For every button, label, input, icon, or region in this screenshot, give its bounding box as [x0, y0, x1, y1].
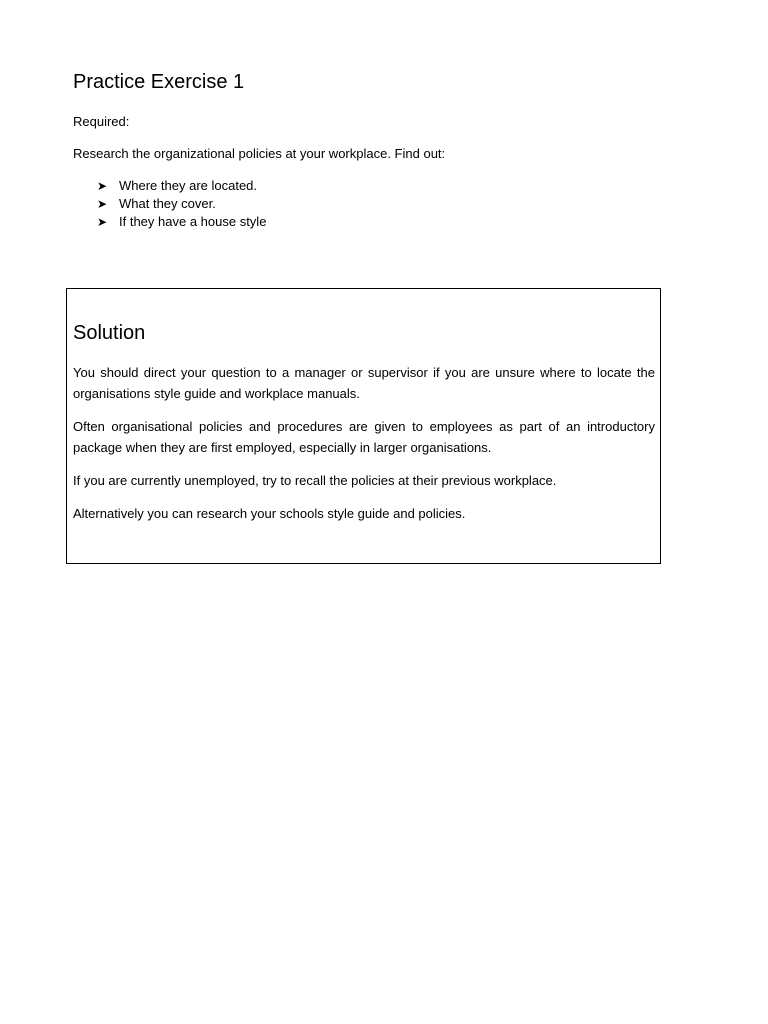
exercise-bullet-list — [97, 177, 266, 231]
solution-box — [66, 288, 661, 564]
exercise-title: Practice Exercise 1 — [73, 71, 245, 93]
arrowhead-bullet-icon: ➤ — [97, 179, 108, 193]
solution-paragraph: If you are currently unemployed, try to recall the policies at their previous workplace. — [73, 473, 557, 488]
solution-heading: Solution — [73, 322, 146, 344]
arrowhead-bullet-icon: ➤ — [97, 197, 108, 211]
bullet-text: If they have a house style — [119, 214, 267, 229]
list-item — [97, 195, 266, 213]
exercise-intro: Research the organizational policies at your workplace. Find out: — [73, 146, 446, 161]
solution-body — [73, 362, 655, 536]
solution-paragraph: You should direct your question to a manager or supervisor if you are unsure where to locate the organisations style guide and workplace manuals. — [73, 365, 655, 401]
list-item — [97, 213, 266, 231]
bullet-text: Where they are located. — [119, 178, 258, 193]
solution-paragraph: Often organisational policies and procedures are given to employees as part of an introductory package when they are first employed, especially in larger organisations. — [73, 419, 655, 455]
solution-paragraph: Alternatively you can research your schools style guide and policies. — [73, 506, 466, 521]
arrowhead-bullet-icon: ➤ — [97, 215, 108, 229]
required-label: Required: — [73, 114, 130, 129]
bullet-text: What they cover. — [119, 196, 216, 211]
list-item — [97, 177, 266, 195]
